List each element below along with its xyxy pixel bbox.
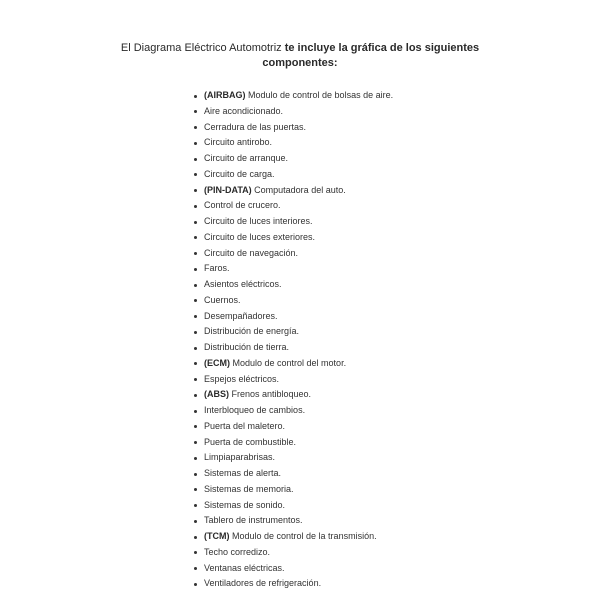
list-item [192,450,393,466]
list-item-code: (ABS) [204,389,229,400]
bullet-icon [194,488,197,491]
bullet-icon [194,457,197,460]
list-item-code: (PIN-DATA) [204,184,252,195]
list-item [192,261,393,277]
bullet-icon [194,110,197,113]
bullet-icon [194,189,197,192]
list-item [192,151,393,167]
bullet-icon [194,299,197,302]
list-item-text: Limpiaparabrisas. [204,452,276,463]
list-item-text: Circuito de carga. [204,168,275,179]
list-item-text: Circuito de navegación. [204,247,299,258]
list-item-text: Puerta del maletero. [204,420,286,431]
list-item [192,435,393,451]
list-item [192,466,393,482]
list-item-text: Asientos eléctricos. [204,279,282,289]
list-item-text: Distribución de tierra. [204,342,290,352]
bullet-icon [194,221,197,224]
bullet-icon [194,394,197,397]
list-item-text: Frenos antibloqueo. [229,389,312,400]
bullet-icon [194,95,197,98]
list-item [192,183,393,199]
list-item-text: Cuernos. [204,294,241,305]
list-item [192,88,393,104]
list-item [192,104,393,120]
bullet-icon [194,551,197,554]
list-item-text: Sistemas de alerta. [204,468,282,478]
component-list [192,88,393,592]
bullet-icon [194,142,197,145]
bullet-icon [194,315,197,318]
list-item-code: (TCM) [204,531,230,541]
bullet-icon [194,236,197,239]
list-item-text: Ventanas eléctricas. [204,562,285,573]
list-item-text: Ventiladores de refrigeración. [204,578,322,589]
list-item [192,135,393,151]
list-item-text: Desempañadores. [204,310,278,321]
list-item-text: Distribución de energía. [204,326,300,337]
bullet-icon [194,205,197,208]
list-item [192,167,393,183]
bullet-icon [194,331,197,334]
list-item [192,513,393,529]
bullet-icon [194,473,197,476]
list-item-text: Modulo de control del motor. [230,357,347,368]
heading-bold-text-line2: componentes: [262,57,338,69]
list-item-text: Interbloqueo de cambios. [204,405,306,415]
bullet-icon [194,520,197,523]
bullet-icon [194,567,197,570]
list-item-code: (ECM) [204,357,230,368]
list-item [192,277,393,293]
intro-heading [120,41,480,71]
bullet-icon [194,504,197,507]
list-item-text: Sistemas de sonido. [204,499,286,510]
bullet-icon [194,583,197,586]
list-item-text: Circuito de luces interiores. [204,216,313,226]
bullet-icon [194,536,197,539]
list-item [192,198,393,214]
list-item [192,309,393,325]
list-item [192,230,393,246]
list-item-text: Cerradura de las puertas. [204,121,307,132]
list-item-text: Modulo de control de la transmisión. [229,531,377,541]
list-item-text: Puerta de combustible. [204,436,297,447]
bullet-icon [194,173,197,176]
bullet-icon [194,347,197,350]
list-item [192,246,393,262]
bullet-icon [194,268,197,271]
bullet-icon [194,158,197,161]
heading-normal-text: El Diagrama Eléctrico Automotriz [120,42,285,54]
list-item-text: Computadora del auto. [251,184,346,195]
bullet-icon [194,284,197,287]
list-item-text: Circuito de luces exteriores. [204,231,316,242]
list-item [192,356,393,372]
list-item [192,529,393,545]
list-item [192,561,393,577]
list-item-text: Circuito de arranque. [204,153,289,163]
list-item [192,576,393,592]
list-item [192,293,393,309]
list-item-code: (AIRBAG) [204,90,246,100]
list-item-text: Techo corredizo. [204,546,271,557]
bullet-icon [194,378,197,381]
heading-bold-text-line1: te incluye la gráfica de los siguientes [284,42,480,54]
list-item-text: Modulo de control de bolsas de aire. [245,90,394,100]
bullet-icon [194,410,197,413]
list-item-text: Sistemas de memoria. [204,483,294,494]
bullet-icon [194,425,197,428]
list-item [192,403,393,419]
list-item [192,372,393,388]
list-item-text: Espejos eléctricos. [204,373,280,384]
list-item-text: Control de crucero. [204,200,281,211]
list-item [192,482,393,498]
list-item [192,324,393,340]
list-item [192,340,393,356]
list-item [192,419,393,435]
bullet-icon [194,362,197,365]
list-item-text: Circuito antirobo. [204,137,273,148]
list-item [192,120,393,136]
list-item [192,545,393,561]
bullet-icon [194,252,197,255]
bullet-icon [194,126,197,129]
list-item [192,498,393,514]
list-item [192,387,393,403]
list-item-text: Aire acondicionado. [204,105,284,116]
bullet-icon [194,441,197,444]
list-item-text: Faros. [204,263,230,274]
list-item [192,214,393,230]
list-item-text: Tablero de instrumentos. [204,515,303,526]
